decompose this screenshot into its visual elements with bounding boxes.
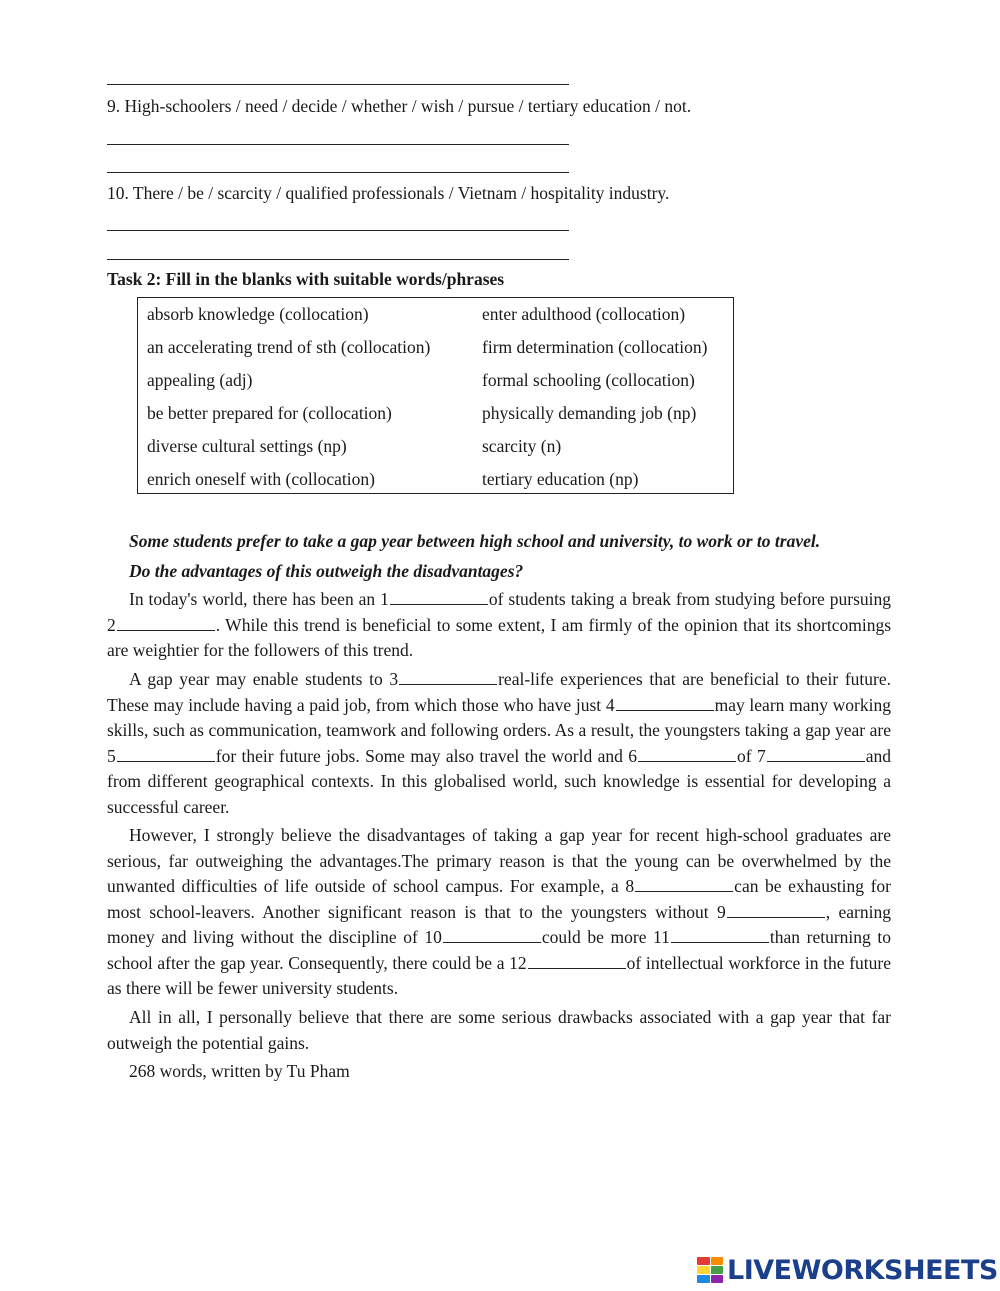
answer-line[interactable] xyxy=(107,84,569,85)
essay-prompt-line2: Do the advantages of this outweigh the disadvantages? xyxy=(129,561,524,581)
logo-square xyxy=(697,1266,710,1274)
logo-square xyxy=(711,1266,724,1274)
logo-square xyxy=(711,1275,724,1283)
word-bank-item: firm determination (collocation) xyxy=(482,337,708,357)
blank-10[interactable] xyxy=(443,927,541,943)
blank-12[interactable] xyxy=(528,953,626,969)
logo-icon xyxy=(697,1257,723,1284)
blank-7[interactable] xyxy=(767,746,865,762)
blank-2[interactable] xyxy=(117,615,215,631)
word-count-credit: 268 words, written by Tu Pham xyxy=(129,1061,350,1081)
essay-paragraph-1: In today's world, there has been an 1 of students taking a break from studying before pursuing 2 . While this trend is beneficial to some extent, I am firmly of the opinion that its shortcomings are weightier for the followers of this trend. xyxy=(107,589,891,660)
logo-square xyxy=(697,1275,710,1283)
answer-line[interactable] xyxy=(107,144,569,145)
word-bank-item: appealing (adj) xyxy=(147,370,253,390)
answer-line[interactable] xyxy=(107,230,569,231)
word-bank-item: enter adulthood (collocation) xyxy=(482,304,686,324)
answer-line[interactable] xyxy=(107,259,569,260)
sentence-10: 10. There / be / scarcity / qualified professionals / Vietnam / hospitality industry. xyxy=(107,183,670,203)
blank-8[interactable] xyxy=(635,876,733,892)
task2-title: Task 2: Fill in the blanks with suitable words/phrases xyxy=(107,269,505,289)
essay-prompt-line1: Some students prefer to take a gap year between high school and university, to work or to travel. xyxy=(129,531,821,551)
essay-paragraph-4: All in all, I personally believe that there are some serious drawbacks associated with a gap year that far outweigh the potential gains. xyxy=(107,1007,891,1053)
word-bank-item: be better prepared for (collocation) xyxy=(147,403,392,423)
blank-3[interactable] xyxy=(399,669,497,685)
logo-text: LIVEWORKSHEETS xyxy=(727,1254,998,1286)
word-bank-item: tertiary education (np) xyxy=(482,469,639,489)
word-bank xyxy=(137,297,734,494)
blank-11[interactable] xyxy=(671,927,769,943)
word-bank-item: an accelerating trend of sth (collocation) xyxy=(147,337,431,357)
essay-paragraph-3: However, I strongly believe the disadvantages of taking a gap year for recent high-school graduates are serious, far outweighing the advantages.The primary reason is that the young can be overwhelmed by the unwanted difficulties of life outside of school campus. For example, a 8 can be exhausting for most school-leavers. Another significant reason is that to the youngsters without 9 , earning money and living without the discipline of 10 could be more 11 than returning to school after the gap year. Consequently, there could be a 12 of intellectual workforce in the future as there will be fewer university students. xyxy=(107,825,891,998)
blank-6[interactable] xyxy=(638,746,736,762)
word-bank-item: formal schooling (collocation) xyxy=(482,370,695,390)
blank-4[interactable] xyxy=(616,695,714,711)
word-bank-item: diverse cultural settings (np) xyxy=(147,436,347,456)
word-bank-item: scarcity (n) xyxy=(482,436,562,456)
answer-line[interactable] xyxy=(107,172,569,173)
sentence-9: 9. High-schoolers / need / decide / whether / wish / pursue / tertiary education / not. xyxy=(107,96,692,116)
blank-1[interactable] xyxy=(390,589,488,605)
liveworksheets-logo[interactable] xyxy=(697,1255,998,1285)
word-bank-item: absorb knowledge (collocation) xyxy=(147,304,369,324)
blank-5[interactable] xyxy=(117,746,215,762)
logo-square xyxy=(711,1257,724,1265)
blank-9[interactable] xyxy=(727,902,825,918)
essay-paragraph-2: A gap year may enable students to 3 real-life experiences that are beneficial to their future. These may include having a paid job, from which those who have just 4 may learn many working skills, such as communication, teamwork and following orders. As a result, the youngsters taking a gap year are 5 for their future jobs. Some may also travel the world and 6 of 7 and from different geographical contexts. In this globalised world, such knowledge is essential for developing a successful career. xyxy=(107,669,891,817)
word-bank-item: physically demanding job (np) xyxy=(482,403,697,423)
word-bank-item: enrich oneself with (collocation) xyxy=(147,469,375,489)
logo-square xyxy=(697,1257,710,1265)
